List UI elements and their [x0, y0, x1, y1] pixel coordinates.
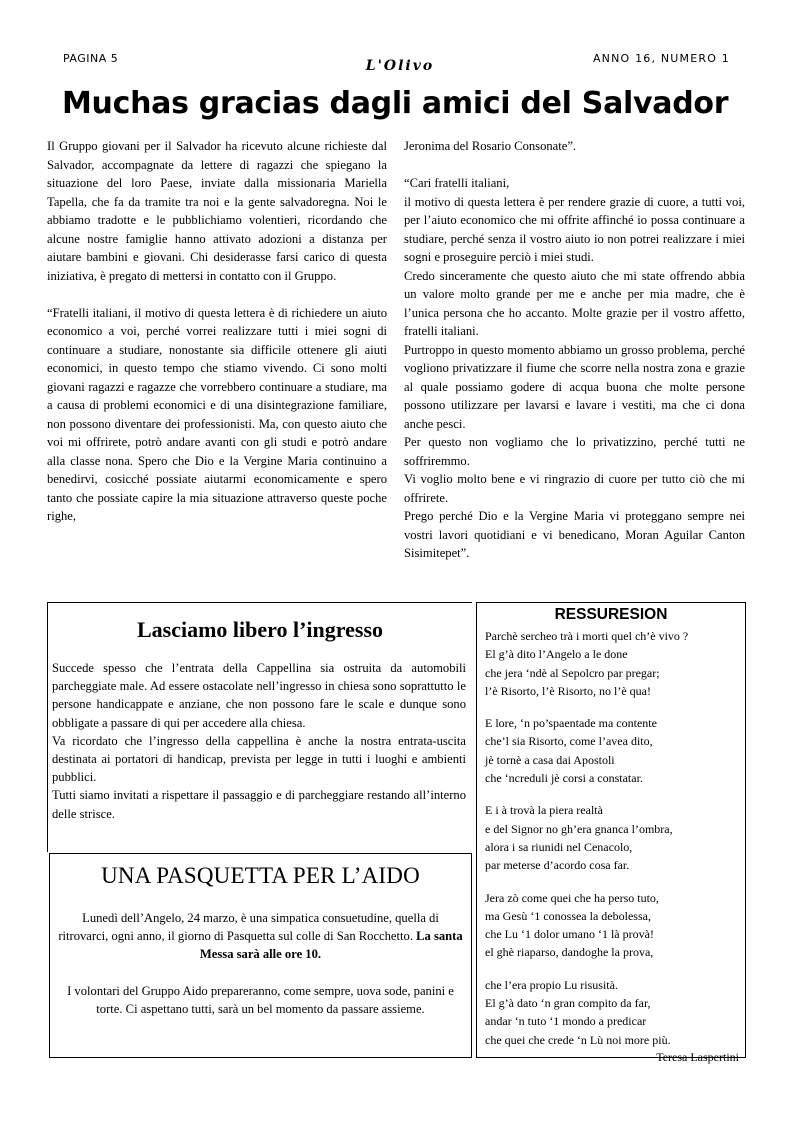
pasquetta-paragraph	[56, 909, 465, 964]
letter-paragraph: Purtroppo in questo momento abbiamo un grosso problema, perché vogliono privatizzare il fiume che scorre nella nostra zona e grazie al quale possiamo godere di acqua buona che molte persone possono utilizzare per lavarsi e lavare i vestiti, ma che ci dona anche pesci.	[404, 342, 745, 431]
poem-line: che l’era propio Lu risusità.	[485, 977, 618, 992]
poem-line: che ‘ncreduli jè corsi a constatar.	[485, 771, 643, 786]
pasquetta-title: UNA PASQUETTA PER L’AIDO	[101, 863, 420, 888]
letter-signature: Jeronima del Rosario Consonate”.	[404, 139, 577, 153]
poem-stanza	[485, 976, 739, 1049]
pasquetta-text: Lunedì dell’Angelo, 24 marzo, è una simpatica consuetudine, quella di ritrovarci, ogni anno, il giorno di Pasquetta sul colle di San Rocchetto.	[58, 911, 439, 944]
poem-line: jè tornè a casa dai Apostoli	[485, 752, 615, 767]
letter-paragraph: il motivo di questa lettera è per rendere grazie di cuore, a tutti voi, per l’aiuto economico che mi offrite affinché io possa continuare a studiare, perché senza il vostro aiuto io non potrei realizzare i miei sogni e proseguire perciò i miei studi.	[404, 194, 745, 264]
poem-line: andar ‘n tuto ‘1 mondo a predicar	[485, 1014, 647, 1029]
poem-line: che’l sia Risorto, come l’avea dito,	[485, 734, 653, 749]
intro-paragraph: Il Gruppo giovani per il Salvador ha ricevuto alcune richieste dal Salvador, accompagnate da lettere di ragazzi che spiegano la situazione del loro Paese, inviate dalla missionaria Mariella Tapella, che fa da tramite tra noi e la gente salvadoregna. Noi le abbiamo tradotte e le pubblichiamo volentieri, ricordando che alcune nostre famiglie hanno attivato adozioni a distanza per aiutare bambini e giovani. Chi desiderasse farsi carico di questa iniziativa, è pregato di mettersi in contatto con il Gruppo.	[47, 139, 387, 283]
poem-stanza	[485, 714, 739, 787]
letter-paragraph: Per questo non vogliamo che lo privatizzino, perché tutti ne soffriremmo.	[404, 435, 745, 468]
lasciamo-body	[52, 659, 466, 823]
poem-line: par meterse d’acordo cosa far.	[485, 858, 630, 873]
lasciamo-paragraph: Tutti siamo invitati a rispettare il passaggio e di parcheggiare restando all’interno delle strisce.	[52, 788, 466, 821]
poem-line: Jera zò come quei che ha perso tuto,	[485, 890, 659, 905]
letter-paragraph: Vi voglio molto bene e vi ringrazio di cuore per tutto ciò che mi offrirete.	[404, 472, 745, 505]
pasquetta-body	[56, 909, 465, 1018]
letter-paragraph: Credo sinceramente che questo aiuto che mi state offrendo abbia un valore molto grande per me e anche per mia madre, che è l’unica persona che ho accanto. Molte grazie per il vostro affetto, fratelli italiani.	[404, 268, 745, 338]
poem-line: alora i sa riunidi nel Cenacolo,	[485, 839, 633, 854]
poem-box	[476, 602, 746, 1064]
poem-line: che Lu ‘1 dolor umano ‘1 là provà!	[485, 927, 654, 942]
poem-stanza	[485, 889, 739, 962]
poem-line: Parchè sercheo trà i morti quel ch’è vivo ?	[485, 629, 689, 643]
lasciamo-title: Lasciamo libero l’ingresso	[136, 617, 384, 642]
poem-line: ma Gesù ‘1 conossea la debolessa,	[485, 908, 651, 923]
page-number: PAGINA 5	[63, 52, 119, 65]
poem-line: El g’à dato ‘n gran compito da far,	[485, 996, 651, 1011]
lasciamo-paragraph: Succede spesso che l’entrata della Cappellina sia ostruita da automobili parcheggiate male. Ad essere ostacolate nell’ingresso in chiesa sono soprattutto le persone handicappate e anziane, che non possono fare le scale e dunque sono obbligate a passare di qui per accedere alla chiesa.	[52, 661, 466, 730]
lasciamo-paragraph: Va ricordato che l’ingresso della cappellina è anche la nostra entrata-uscita destinata ai portatori di handicap, prevista per legge in tutti i luoghi e ambienti pubblici.	[52, 733, 466, 785]
poem-author: Teresa Laspertini	[656, 1049, 739, 1064]
issue-number: ANNO 16, NUMERO 1	[592, 52, 730, 65]
poem-title: RESSURESION	[554, 606, 668, 623]
poem-line: E i à trovà la piera realtà	[485, 803, 603, 818]
poem-stanza	[485, 801, 739, 874]
letter-paragraph: “Fratelli italiani, il motivo di questa lettera è di richiedere un aiuto economico a voi, perché vorrei realizzare tutti i miei sogni di continuare a studiare, nonostante sia difficile ottenere gli aiuti economici, in questo tempo che stiamo vivendo. Ci sono molti giovani ragazzi e ragazze che vorrebbero continuare a studiare, ma a causa di problemi economici e di una disintegrazione familiare, non possono diventare dei professionisti. Ma, con questo aiuto che voi mi offrirete, potrò andare avanti con gli studi e potrò andare alla classe nona. Spero che Dio e la Vergine Maria continuino a benedirvi, cosicché possiate aiutarmi economicamente e spero tanto che possiate capire la mia situazione attraverso queste poche righe,	[47, 305, 387, 523]
mass-time: La santa Messa sarà alle ore 10.	[199, 929, 463, 962]
pasquetta-paragraph: I volontari del Gruppo Aido prepareranno, come sempre, uova sode, panini e torte. Ci aspettano tutti, sarà un bel momento da passare assieme.	[67, 983, 454, 1016]
letter-greeting: “Cari fratelli italiani,	[404, 176, 510, 190]
lasciamo-box	[47, 602, 472, 852]
poem-body	[485, 627, 739, 1066]
poem-line: el ghè riaparso, dandoghe la prova,	[485, 945, 654, 960]
poem-line: El g’à dito l’Angelo a le done	[485, 647, 628, 662]
article-column-left	[47, 137, 387, 526]
poem-line: che quei che crede ‘n Lù noi more più.	[485, 1032, 671, 1047]
letter-closing: Prego perché Dio e la Vergine Maria vi proteggano sempre nei vostri lavori quotidiani e vi benedicano, Moran Aguilar Canton Sisimitepet”.	[404, 509, 745, 560]
masthead: L'Olivo	[365, 58, 435, 74]
article-column-right	[404, 137, 745, 563]
poem-line: che jera ‘ndè al Sepolcro par pregar;	[485, 665, 660, 680]
poem-line: E lore, ‘n po’spaentade ma contente	[485, 716, 657, 731]
poem-line: l’è Risorto, l’è Risorto, no l’è qua!	[485, 683, 651, 698]
article-title: Muchas gracias dagli amici del Salvador	[62, 86, 729, 121]
poem-stanza	[485, 627, 739, 700]
pasquetta-box	[49, 853, 472, 1058]
poem-line: e del Signor no gh’era gnanca l’ombra,	[485, 821, 673, 836]
